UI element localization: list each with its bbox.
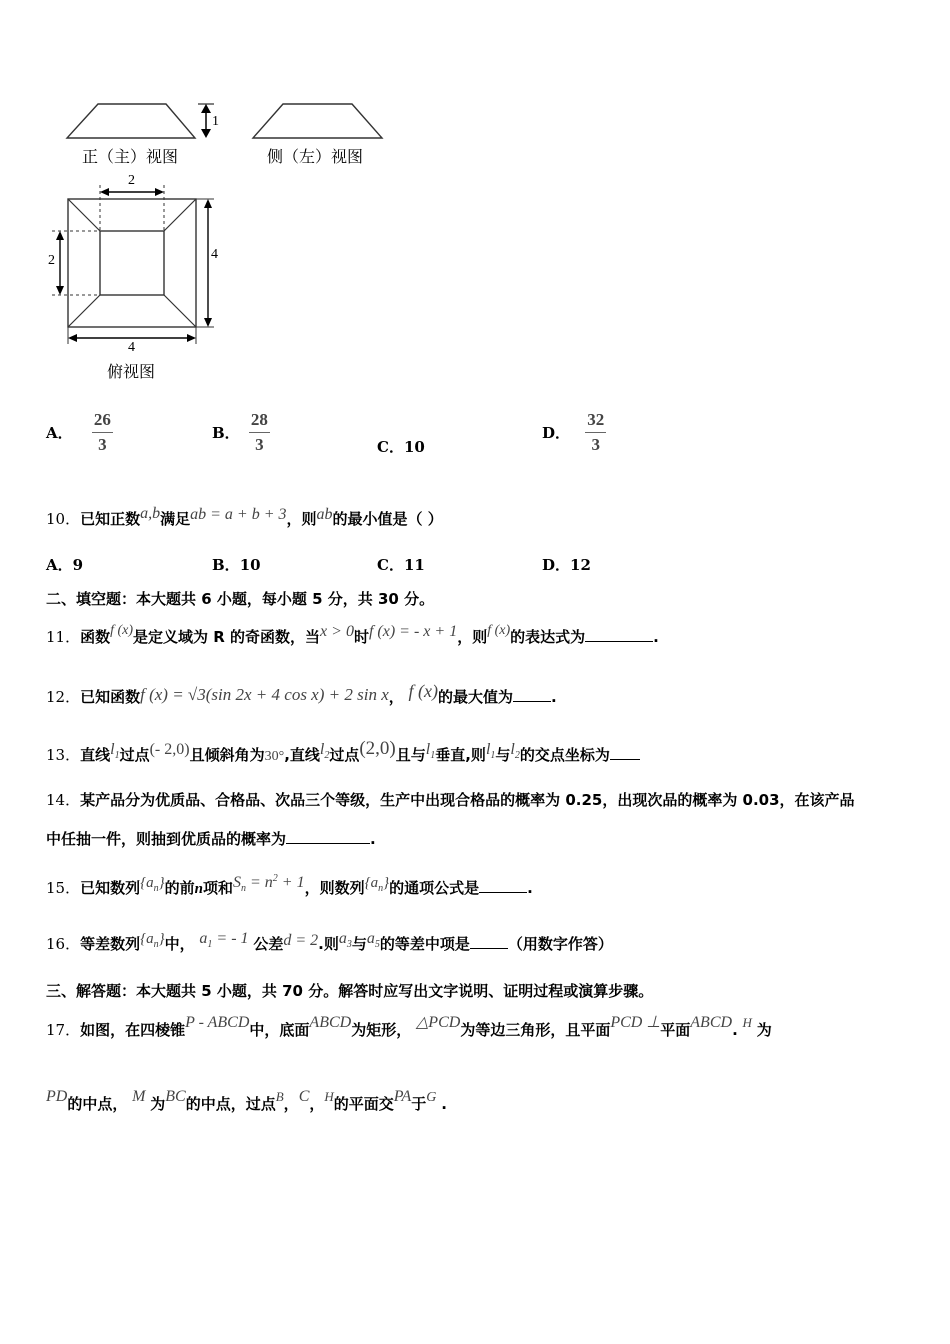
- section-2-heading: 二、填空题：本大题共 6 小题，每小题 5 分，共 30 分。: [46, 590, 435, 608]
- section-3-heading: 三、解答题：本大题共 5 小题，共 70 分。解答时应写出文字说明、证明过程或演算步骤。: [46, 982, 654, 1000]
- q9-option-d[interactable]: [542, 410, 606, 455]
- dim-top-inner: 2: [128, 173, 135, 188]
- option-letter: B．: [212, 424, 240, 442]
- option-letter: D．: [542, 424, 571, 442]
- question-11: 11．函数f (x)是定义域为 R 的奇函数，当x > 0时f (x) = - x + 1，则f (x)的表达式为 .: [46, 623, 659, 646]
- question-14-line-1: 14．某产品分为优质品、合格品、次品三个等级，生产中出现合格品的概率为 0.25，出现次品的概率为 0.03，在该产品: [46, 791, 855, 809]
- option-letter: C．: [377, 438, 404, 456]
- q9-option-a[interactable]: [46, 410, 113, 455]
- dim-right: 4: [211, 247, 218, 262]
- top-view-label: 俯视图: [107, 362, 156, 381]
- fraction: $\frac{32}{3}$: [587, 410, 605, 454]
- answer-blank[interactable]: [610, 745, 640, 760]
- answer-blank[interactable]: [513, 687, 551, 702]
- answer-blank[interactable]: [470, 934, 508, 949]
- front-view-label: 正（主）视图: [82, 147, 179, 166]
- fraction: $\frac{26}{3}$: [93, 410, 111, 454]
- question-13: 13．直线$l_1$过点(- 2,0)且倾斜角为30°,直线$l_2$过点(2,0)且与$l_1$垂直,则$l_1$与$l_2$的交点坐标为: [46, 732, 640, 774]
- q10-option-b[interactable]: B．10: [212, 556, 261, 574]
- fraction: $\frac{28}{3}$: [250, 410, 268, 454]
- q10-option-c[interactable]: C．11: [377, 556, 425, 574]
- answer-blank[interactable]: [479, 878, 527, 893]
- q10-option-a[interactable]: A．9: [46, 556, 84, 574]
- option-letter: A．: [46, 424, 73, 442]
- question-17-line-2: PD的中点， M 为BC的中点，过点B，C，H的平面交PA于G .: [46, 1088, 447, 1113]
- question-16: 16．等差数列$\{a_n\}$中， $a_1$ = - 1 公差d = 2.则$a_3$与$a_5$的等差中项是 （用数字作答）: [46, 930, 613, 953]
- dim-left-inner: 2: [48, 253, 55, 268]
- question-17-line-1: 17．如图，在四棱锥P - ABCD中，底面ABCD为矩形， △PCD为等边三角形，且平面PCD ⊥平面ABCD. H 为: [46, 1014, 772, 1039]
- question-14-line-2: 中任抽一件，则抽到优质品的概率为 .: [46, 830, 376, 848]
- front-view-trapezoid: [67, 104, 195, 138]
- side-view-trapezoid: [253, 104, 382, 138]
- question-15: 15．已知数列$\{a_n\}$的前n项和$S_n = n^2 + 1$，则数列$\{a_n\}$的通项公式是 .: [46, 873, 533, 897]
- dim-bottom: 4: [128, 340, 135, 355]
- top-view-drawing: [52, 185, 214, 344]
- answer-blank[interactable]: [286, 829, 370, 844]
- q10-option-d[interactable]: D．12: [542, 556, 591, 574]
- three-view-figure: [0, 0, 420, 400]
- dim-height: 1: [212, 114, 219, 129]
- answer-blank[interactable]: [585, 627, 653, 642]
- option-value: 10: [403, 438, 425, 456]
- side-view-label: 侧（左）视图: [267, 147, 364, 166]
- question-10: 10．已知正数a,b满足ab = a + b + 3，则ab的最小值是（ ）: [46, 505, 443, 528]
- question-12: 12．已知函数f (x) = √3(sin 2x + 4 cos x) + 2 sin x， f (x)的最大值为 .: [46, 681, 557, 706]
- q9-option-b[interactable]: [212, 410, 270, 455]
- q9-option-c[interactable]: [377, 436, 425, 457]
